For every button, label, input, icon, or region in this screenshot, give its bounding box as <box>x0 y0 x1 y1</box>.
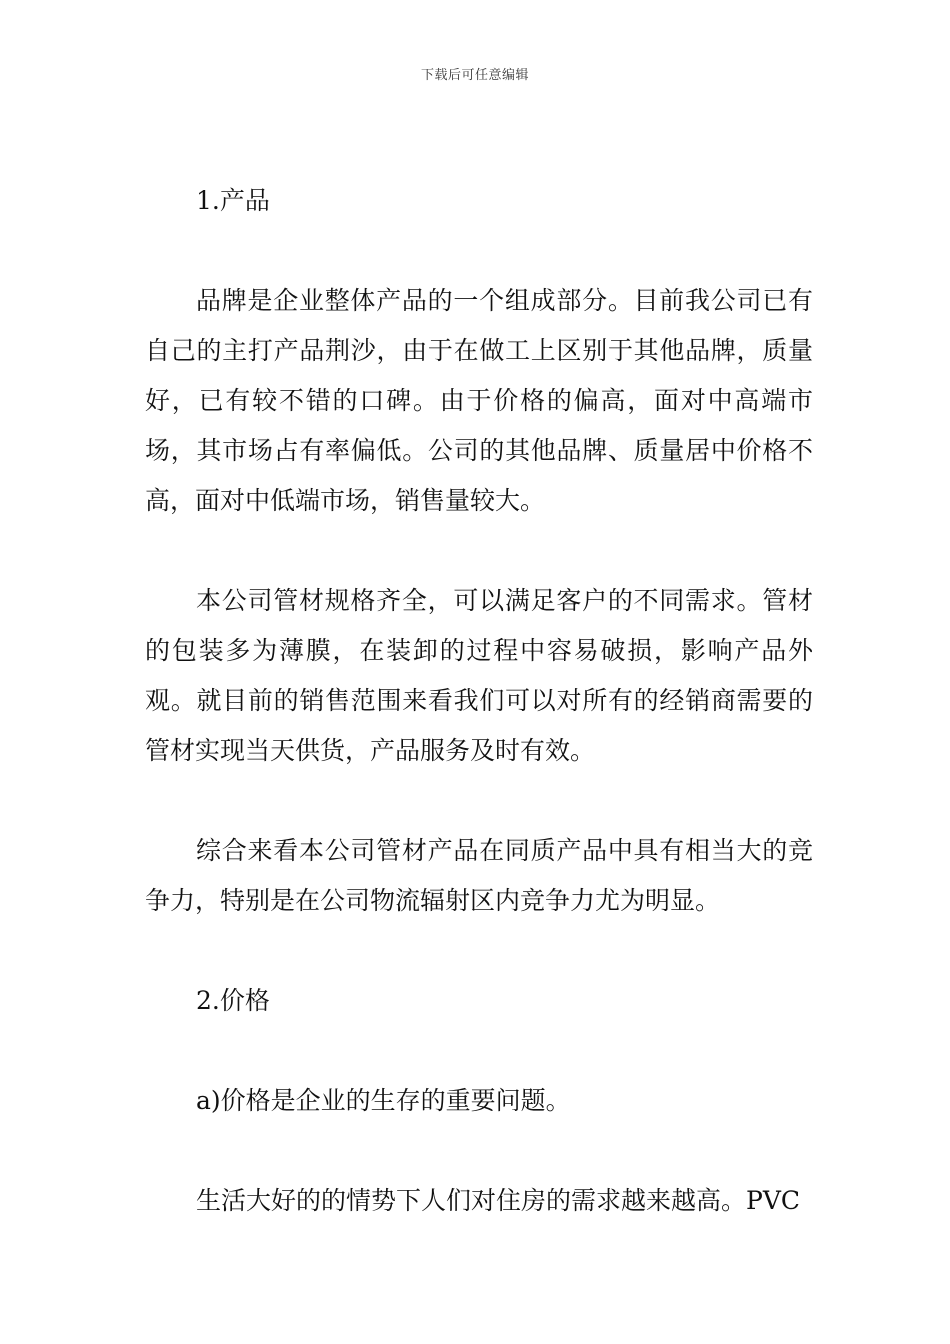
paragraph-pipe-specs: 本公司管材规格齐全，可以满足客户的不同需求。管材的包装多为薄膜，在装卸的过程中容易破损，影响产品外观。就目前的销售范围来看我们可以对所有的经销商需要的管材实现当天供货，产品服务及时有效。 <box>145 586 813 765</box>
paragraph-housing-demand: 生活大好的的情势下人们对住房的需求越来越高。PVC <box>196 1186 801 1215</box>
section-heading-product: 1.产品 <box>196 186 270 215</box>
paragraph-spacer <box>145 526 813 576</box>
paragraph-spacer <box>145 226 813 276</box>
paragraph-spacer <box>145 1126 813 1176</box>
paragraph-brand: 品牌是企业整体产品的一个组成部分。目前我公司已有自己的主打产品荆沙，由于在做工上区别于其他品牌，质量好，已有较不错的口碑。由于价格的偏高，面对中高端市场，其市场占有率偏低。公司的其他品牌、质量居中价格不高，面对中低端市场，销售量较大。 <box>145 286 813 515</box>
paragraph-spacer <box>145 776 813 826</box>
subheading-price-a: a)价格是企业的生存的重要问题。 <box>196 1086 571 1115</box>
section-heading-price: 2.价格 <box>196 986 270 1015</box>
page-header-note: 下载后可任意编辑 <box>420 68 529 83</box>
paragraph-competitiveness: 综合来看本公司管材产品在同质产品中具有相当大的竞争力，特别是在公司物流辐射区内竞争力尤为明显。 <box>145 836 813 915</box>
paragraph-spacer <box>145 926 813 976</box>
paragraph-spacer <box>145 1026 813 1076</box>
document-body <box>145 176 813 1226</box>
